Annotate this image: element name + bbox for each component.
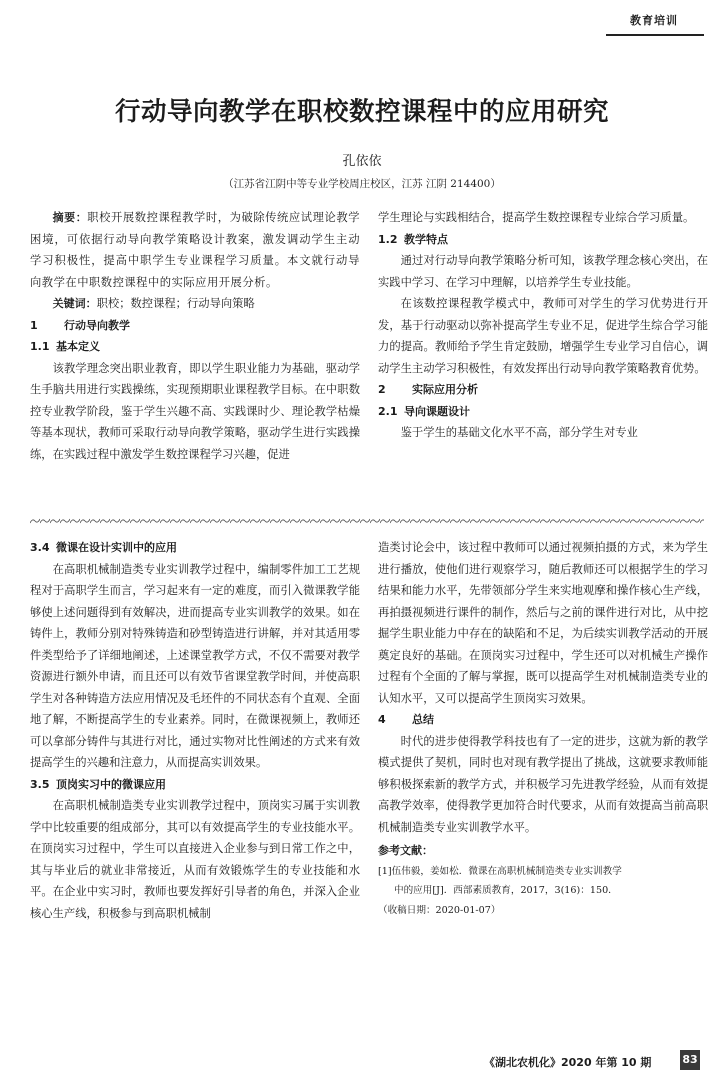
- abstract-text: 职校开展数控课程教学时，为破除传统应试理论教学困境，可依据行动导向教学策略设计教案，激发调动学生主动学习积极性，提高中职学生专业课程学习质量。本文就行动导向教学在中职数控课程中的实际应用开展分析。: [30, 211, 360, 289]
- section-title: 实际应用分析: [412, 383, 478, 396]
- received-date: （收稿日期：2020-01-07）: [378, 904, 501, 916]
- section-heading: [30, 315, 360, 337]
- abstract: [30, 207, 360, 293]
- body-paragraph: 在高职机械制造类专业实训教学过程中，顶岗实习属于实训教学中比较重要的组成部分，其可以有效提高学生的专业技能水平。在顶岗实习过程中，学生可以直接进入企业参与到日常工作之中，其与毕业后的就业非常接近，从而有效锻炼学生的专业技能和水平。在企业中实习时，教师也要发挥好引导者的角色，并深入企业核心生产线，积极参与到高职机械制: [30, 799, 360, 920]
- body-paragraph: 在高职机械制造类专业实训教学过程中，编制零件加工工艺规程对于高职学生而言，学习起来有一定的难度，而引入微课教学能够使上述问题得到有效解决，进而提高专业实训教学的效果。如在铸件上，教师分别对特殊铸造和砂型铸造进行讲解，并对其适用零件类型给予了详细地阐述，上述课堂教学方式，不仅不需要对教学资源进行额外申请，而且还可以有效节省课堂教学时间，并使高职学生对各种铸造方法应用情况及毛坯件的不同状态有个直观、全面地了解，不断提高学生的专业素养。同时，在微课视频上，教师还可以拿部分铸件与其进行对比，通过实物对比性阐述的方式来有效提高学生的兴趣和注意力，从而提高实训效果。: [30, 562, 360, 769]
- subsection-title: 基本定义: [56, 340, 100, 353]
- bottom-left-column: [30, 537, 360, 924]
- keywords: [30, 293, 360, 315]
- article-title: 行动导向教学在职校数控课程中的应用研究: [114, 97, 609, 127]
- article-author: 孔依依: [342, 154, 382, 169]
- page-number: 83: [680, 1050, 700, 1070]
- article-divider: [30, 517, 704, 525]
- header-rule: [606, 34, 704, 36]
- reference-item-continued: 中的应用[J]．西部素质教育，2017，3(16)：150．: [394, 884, 618, 896]
- subsection-heading: [378, 401, 708, 423]
- top-right-column: [378, 207, 708, 444]
- body-paragraph: 时代的进步使得教学科技也有了一定的进步，这就为新的教学模式提供了契机，同时也对现有教学提出了挑战，这就要求教师能够积极探索新的教学方式，并积极学习先进教学经验，从而有效提高教学效率，使得教学更加符合时代要求，从而有效提高当前高职机械制造类专业实训教学水平。: [378, 734, 708, 834]
- subsection-number: 2.1: [378, 404, 398, 418]
- section-tag: 教育培训: [630, 14, 678, 27]
- subsection-number: 3.4: [30, 541, 50, 554]
- subsection-title: 顶岗实习中的微课应用: [56, 777, 166, 791]
- subsection-title: 导向课题设计: [404, 404, 470, 418]
- section-number: 4: [378, 713, 386, 726]
- reference-item: [1]伍伟毅，姜如松．微课在高职机械制造类专业实训教学: [378, 865, 622, 877]
- references-heading: 参考文献：: [378, 844, 433, 857]
- section-heading: [378, 379, 708, 401]
- abstract-label: 摘要：: [52, 211, 88, 224]
- subsection-title: 微课在设计实训中的应用: [56, 541, 177, 554]
- subsection-heading: [378, 229, 708, 251]
- body-paragraph: 造类讨论会中，该过程中教师可以通过视频拍摄的方式，来为学生进行播放，使他们进行观察学习，随后教师还可以根据学生的学习结果和能力水平，先带领部分学生来实地观摩和操作核心生产线，再拍摄视频进行课件的制作，然后与之前的课件进行对比，从中挖掘学生职业能力中存在的缺陷和不足，为后续实训教学活动的开展奠定良好的基础。在顶岗实习过程中，学生还可以对机械生产操作过程有个全面的了解与掌握，既可以提高学生对机械制造类专业的认知水平，又可以提高学生顶岗实习效果。: [378, 541, 708, 705]
- subsection-number: 1.1: [30, 340, 50, 353]
- subsection-title: 教学特点: [404, 232, 448, 246]
- subsection-number: 3.5: [30, 777, 50, 791]
- section-heading: [378, 709, 708, 731]
- section-title: 行动导向教学: [64, 318, 130, 332]
- top-left-column: [30, 207, 360, 465]
- section-number: 2: [378, 383, 386, 396]
- body-paragraph: 鉴于学生的基础文化水平不高，部分学生对专业: [400, 426, 638, 439]
- subsection-heading: [30, 537, 360, 559]
- section-number: 1: [30, 318, 38, 332]
- body-paragraph: 通过对行动导向教学策略分析可知，该教学理念核心突出，在实践中学习、在学习中理解，以培养学生专业技能。: [378, 254, 708, 289]
- section-title: 总结: [412, 713, 434, 726]
- subsection-heading: [30, 336, 360, 358]
- body-paragraph: 在该数控课程教学模式中，教师可对学生的学习优势进行开发，基于行动驱动以弥补提高学生专业不足，促进学生综合学习能力的提高。教师给予学生肯定鼓励，增强学生专业学习自信心，调动学生主动学习积极性，有效发挥出行动导向教学策略教育优势。: [378, 297, 708, 375]
- body-paragraph: 学生理论与实践相结合，提高学生数控课程专业综合学习质量。: [378, 211, 695, 224]
- journal-citation: 《湖北农机化》2020 年第 10 期: [484, 1056, 652, 1069]
- body-paragraph: 该教学理念突出职业教育，即以学生职业能力为基础，驱动学生手脑共用进行实践操练，实现预期职业课程教学目标。在中职数控专业教学阶段，鉴于学生兴趣不高、实践课时少、理论教学枯燥等基本现状，教师可采取行动导向教学策略，驱动学生进行实践操练，在实践过程中激发学生数控课程学习兴趣，促进: [30, 361, 360, 461]
- subsection-heading: [30, 774, 360, 796]
- subsection-number: 1.2: [378, 232, 398, 246]
- keywords-label: 关键词：: [52, 297, 97, 310]
- keywords-text: 职校；数控课程；行动导向策略: [96, 297, 255, 310]
- bottom-right-column: [378, 537, 708, 921]
- author-affiliation: （江苏省江阴中等专业学校周庄校区，江苏 江阴 214400）: [223, 178, 501, 190]
